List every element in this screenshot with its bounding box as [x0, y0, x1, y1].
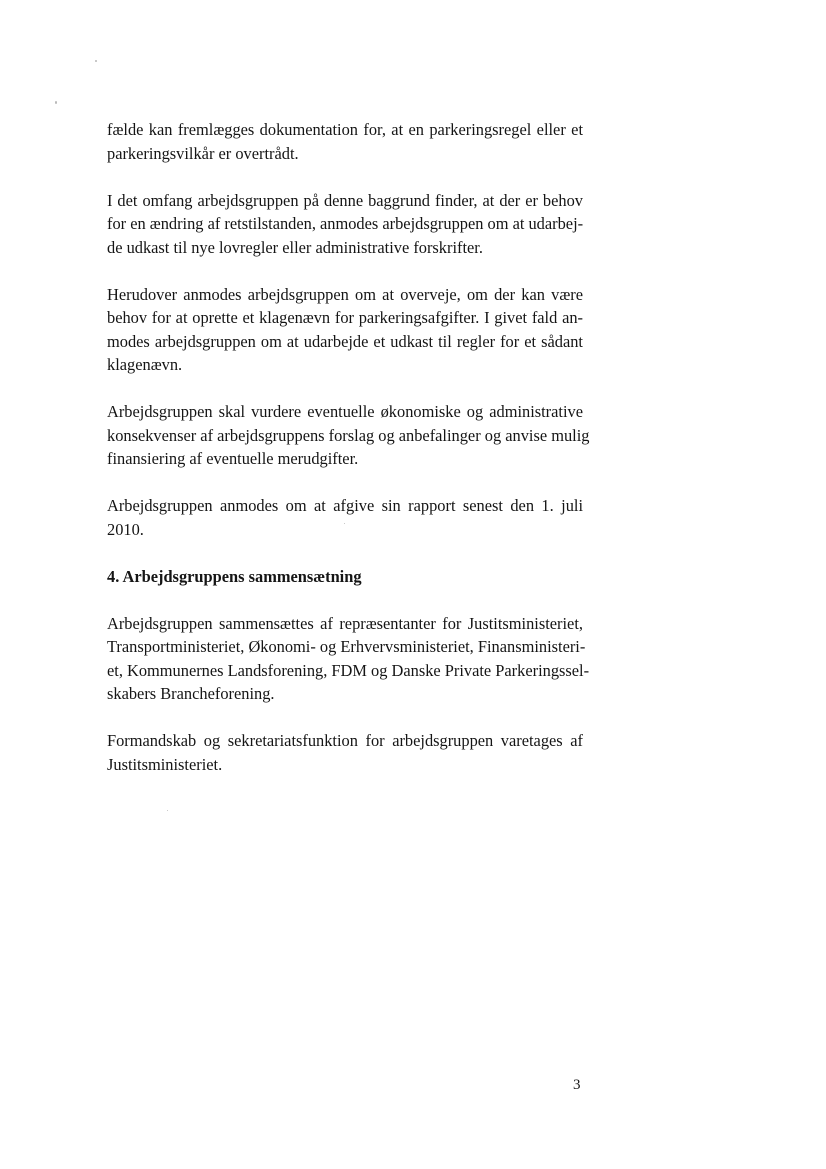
text-line: klagenævn. [107, 355, 183, 374]
text-line: for en ændring af retstilstanden, anmodes arbejdsgruppen om at udarbej- [107, 214, 584, 233]
paragraph [107, 189, 583, 260]
scan-speck [167, 810, 168, 811]
text-line: parkeringsvilkår er overtrådt. [107, 143, 299, 163]
paragraph [107, 118, 583, 165]
text-line: Formandskab og sekretariatsfunktion for arbejdsgruppen varetages af [107, 731, 583, 750]
text-line: 2010. [107, 519, 144, 539]
text-line: fælde kan fremlægges dokumentation for, at en parkeringsregel eller et [107, 120, 583, 139]
text-line: I det omfang arbejdsgruppen på denne baggrund finder, at der er behov [107, 190, 583, 210]
text-line: konsekvenser af arbejdsgruppens forslag og anbefalinger og anvise mulig [107, 425, 590, 445]
text-line: Justitsministeriet. [107, 754, 223, 774]
scan-speck [55, 101, 57, 104]
text-line: Herudover anmodes arbejdsgruppen om at overveje, om der kan være [107, 284, 583, 304]
text-line: modes arbejdsgruppen om at udarbejde et udkast til regler for et sådant [107, 331, 583, 351]
text-line: Arbejdsgruppen sammensættes af repræsentanter for Justitsministeriet, [107, 613, 583, 633]
page-number: 3 [573, 1077, 581, 1093]
text-line: de udkast til nye lovregler eller administrative forskrifter. [107, 237, 483, 257]
paragraph [107, 612, 590, 706]
text-line: Transportministeriet, Økonomi- og Erhvervsministeriet, Finansministeri- [107, 637, 586, 656]
paragraph [107, 729, 583, 776]
text-line: behov for at oprette et klagenævn for parkeringsafgifter. I givet fald an- [107, 308, 583, 327]
body-text [107, 118, 590, 776]
text-line: Arbejdsgruppen skal vurdere eventuelle økonomiske og administrative [107, 402, 583, 421]
text-line: skabers Brancheforening. [107, 684, 275, 703]
paragraph [107, 283, 583, 377]
text-line: finansiering af eventuelle merudgifter. [107, 449, 359, 468]
text-line: Arbejdsgruppen anmodes om at afgive sin rapport senest den 1. juli [107, 496, 583, 515]
scan-speck [95, 60, 97, 62]
section-heading: 4. Arbejdsgruppens sammensætning [107, 566, 362, 586]
paragraph [107, 400, 590, 471]
paragraph [107, 494, 583, 541]
text-line: et, Kommunernes Landsforening, FDM og Danske Private Parkeringssel- [107, 660, 590, 680]
